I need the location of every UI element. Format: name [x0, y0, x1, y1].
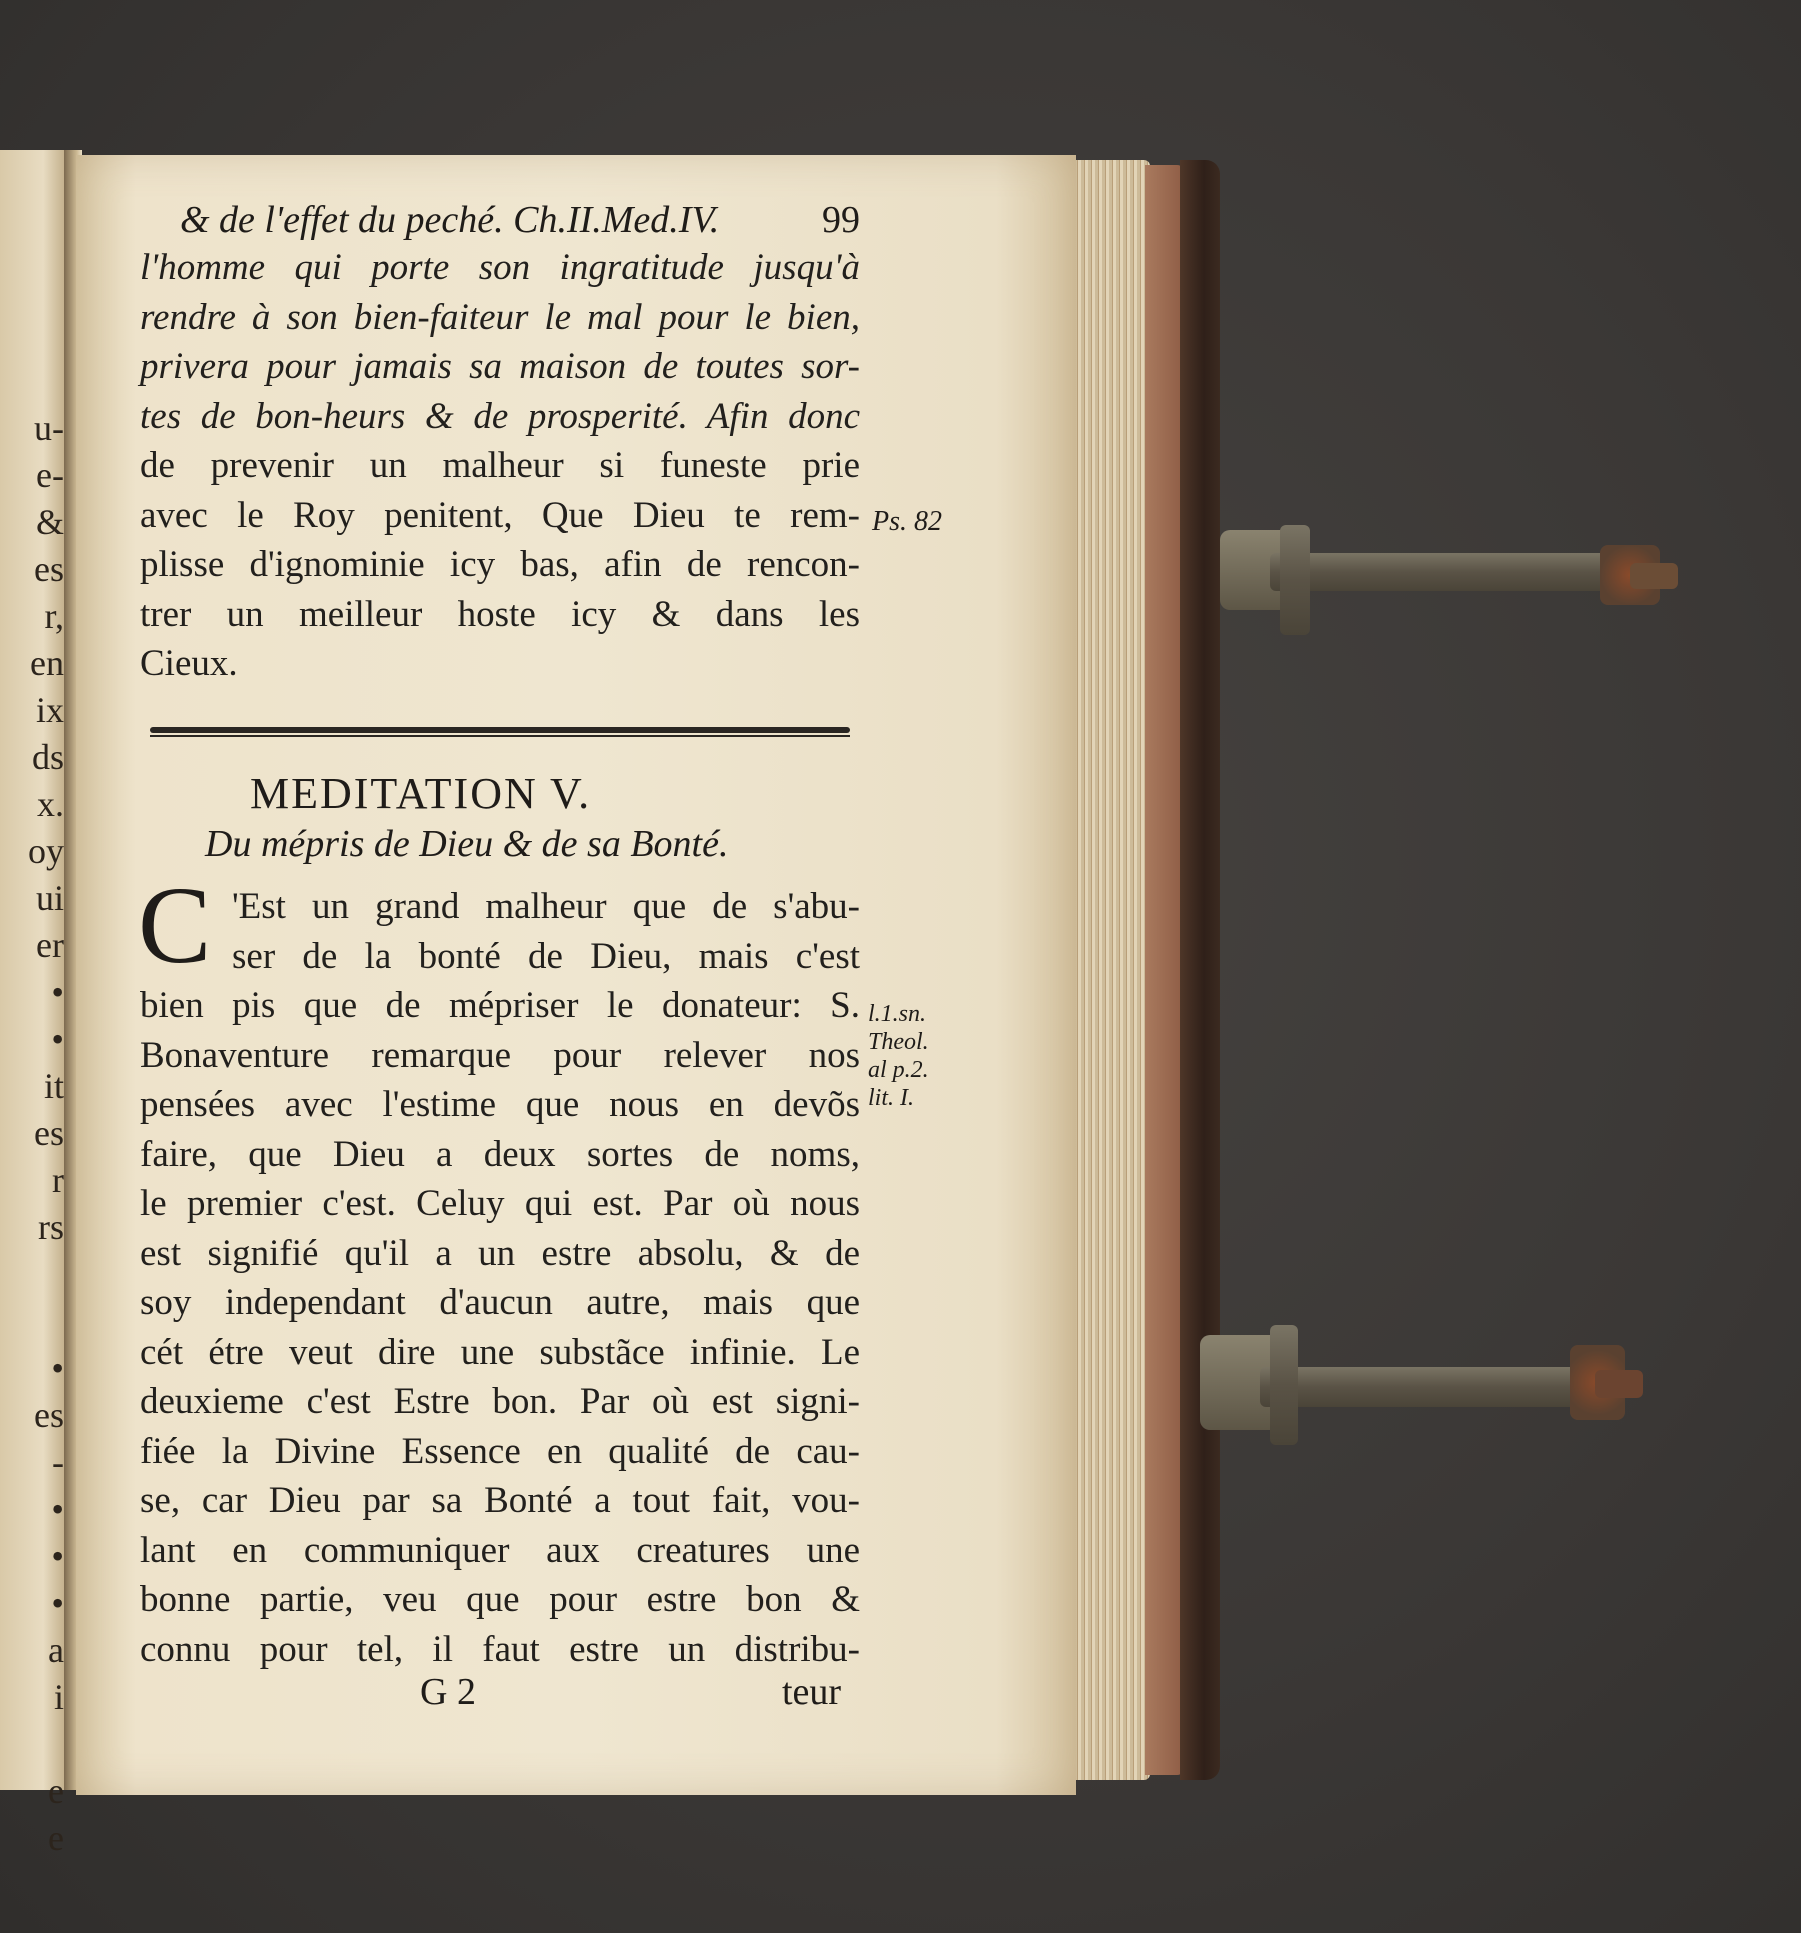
- text-line: de prevenir un malheur si funeste prie: [140, 445, 860, 486]
- facing-page-fragment: •: [51, 1019, 64, 1059]
- facing-page-fragment: -: [52, 1442, 64, 1482]
- facing-page-fragment: er: [36, 925, 64, 965]
- text-line: le premier c'est. Celuy qui est. Par où nous: [140, 1183, 860, 1224]
- facing-page-fragment: es: [34, 1113, 64, 1153]
- margin-note-line: Theol.: [868, 1029, 929, 1055]
- text-line: trer un meilleur hoste icy & dans les: [140, 593, 860, 635]
- facing-page-fragment: r: [52, 1160, 64, 1200]
- facing-page-fragment: •: [51, 1489, 64, 1529]
- facing-page-fragment: es: [34, 549, 64, 589]
- facing-page-fragment: x.: [37, 784, 64, 824]
- facing-page-fragment: •: [51, 1536, 64, 1576]
- text-line: est signifié qu'il a un estre absolu, & de: [140, 1232, 860, 1274]
- facing-page-fragment: &: [35, 502, 64, 542]
- text-line: l'homme qui porte son ingratitude jusqu'à: [140, 247, 860, 288]
- top-paragraph: [140, 243, 860, 689]
- text-line: pensées avec l'estime que nous en devõs: [140, 1084, 860, 1125]
- text-line: soy independant d'aucun autre, mais que: [140, 1282, 860, 1323]
- facing-page-fragment: oy: [28, 831, 64, 871]
- text-line: lant en communiquer aux creatures une: [140, 1529, 860, 1571]
- text-line: Cieux.: [140, 643, 238, 684]
- book-cover-spine: [1180, 160, 1220, 1780]
- facing-page-fragment: u-: [34, 408, 64, 448]
- facing-page-fragment: r,: [44, 596, 64, 636]
- running-head-title: & de l'effet du peché. Ch.II.Med.IV.: [180, 199, 720, 241]
- text-line: deuxieme c'est Estre bon. Par où est signi-: [140, 1381, 860, 1422]
- lower-clasp: [1200, 1325, 1650, 1445]
- facing-page-fragment: •: [51, 1583, 64, 1623]
- text-line: tes de bon-heurs & de prosperité. Afin donc: [140, 395, 860, 437]
- drop-cap: C: [138, 864, 212, 986]
- facing-page-fragment: e: [48, 1771, 64, 1811]
- facing-page-fragment: it: [43, 1066, 64, 1106]
- facing-page-fragment: [2, 1721, 64, 1768]
- margin-note-line: l.1.sn.: [868, 1001, 927, 1027]
- signature-mark: G 2: [420, 1671, 476, 1713]
- red-page-edge: [1145, 165, 1185, 1775]
- facing-page-fragment: [2, 1298, 64, 1345]
- text-line: faire, que Dieu a deux sortes de noms,: [140, 1133, 860, 1175]
- running-head: [180, 198, 860, 242]
- facing-page-fragment: rs: [38, 1207, 64, 1247]
- text-line: se, car Dieu par sa Bonté a tout fait, vou-: [140, 1480, 860, 1521]
- margin-note-line: al p.2.: [868, 1057, 929, 1083]
- facing-page-fragment: [2, 1251, 64, 1298]
- text-line: connu pour tel, il faut estre un distribu-: [140, 1628, 860, 1670]
- page-number: 99: [822, 199, 860, 241]
- text-line: bien pis que de mépriser le donateur: S.: [140, 985, 860, 1026]
- facing-page-fragment: ui: [35, 878, 64, 918]
- margin-note-line: lit. I.: [868, 1085, 914, 1111]
- facing-page-fragment: a: [48, 1630, 64, 1670]
- facing-page-fragment: ds: [31, 737, 64, 777]
- text-line: rendre à son bien-faiteur le mal pour le bien,: [140, 296, 860, 338]
- text-line: plisse d'ignominie icy bas, afin de rencon-: [140, 544, 860, 585]
- meditation-title: MEDITATION V.: [250, 769, 592, 818]
- text-line: Bonaventure remarque pour relever nos: [140, 1034, 860, 1076]
- section-rule: [150, 727, 850, 733]
- body-text: [140, 981, 860, 1674]
- body-first-lines: [232, 882, 860, 981]
- catchword: teur: [782, 1671, 842, 1713]
- facing-page-fragment: i: [53, 1677, 64, 1717]
- text-line: ser de la bonté de Dieu, mais c'est: [232, 935, 860, 977]
- facing-page-fragment: e: [48, 1818, 64, 1858]
- facing-page-fragment: •: [51, 972, 64, 1012]
- upper-clasp: [1220, 525, 1680, 635]
- text-line: 'Est un grand malheur que de s'abu-: [232, 886, 860, 927]
- facing-page-edge: [0, 150, 72, 1858]
- margin-note-psalm: Ps. 82: [872, 506, 942, 537]
- text-line: cét étre veut dire une substãce infinie. Le: [140, 1331, 860, 1373]
- facing-page-fragment: e-: [36, 455, 64, 495]
- facing-page-fragment: •: [51, 1348, 64, 1388]
- facing-page-fragment: ix: [35, 690, 64, 730]
- text-line: avec le Roy penitent, Que Dieu te rem-: [140, 494, 860, 536]
- facing-page-fragment: es: [34, 1395, 64, 1435]
- facing-page-text: [2, 405, 64, 1862]
- facing-page-fragment: en: [30, 643, 64, 683]
- text-line: bonne partie, veu que pour estre bon &: [140, 1579, 860, 1620]
- text-line: privera pour jamais sa maison de toutes sor-: [140, 346, 860, 387]
- margin-note-reference: [868, 1000, 929, 1112]
- text-line: fiée la Divine Essence en qualité de cau-: [140, 1430, 860, 1472]
- meditation-subtitle: Du mépris de Dieu & de sa Bonté.: [205, 823, 729, 865]
